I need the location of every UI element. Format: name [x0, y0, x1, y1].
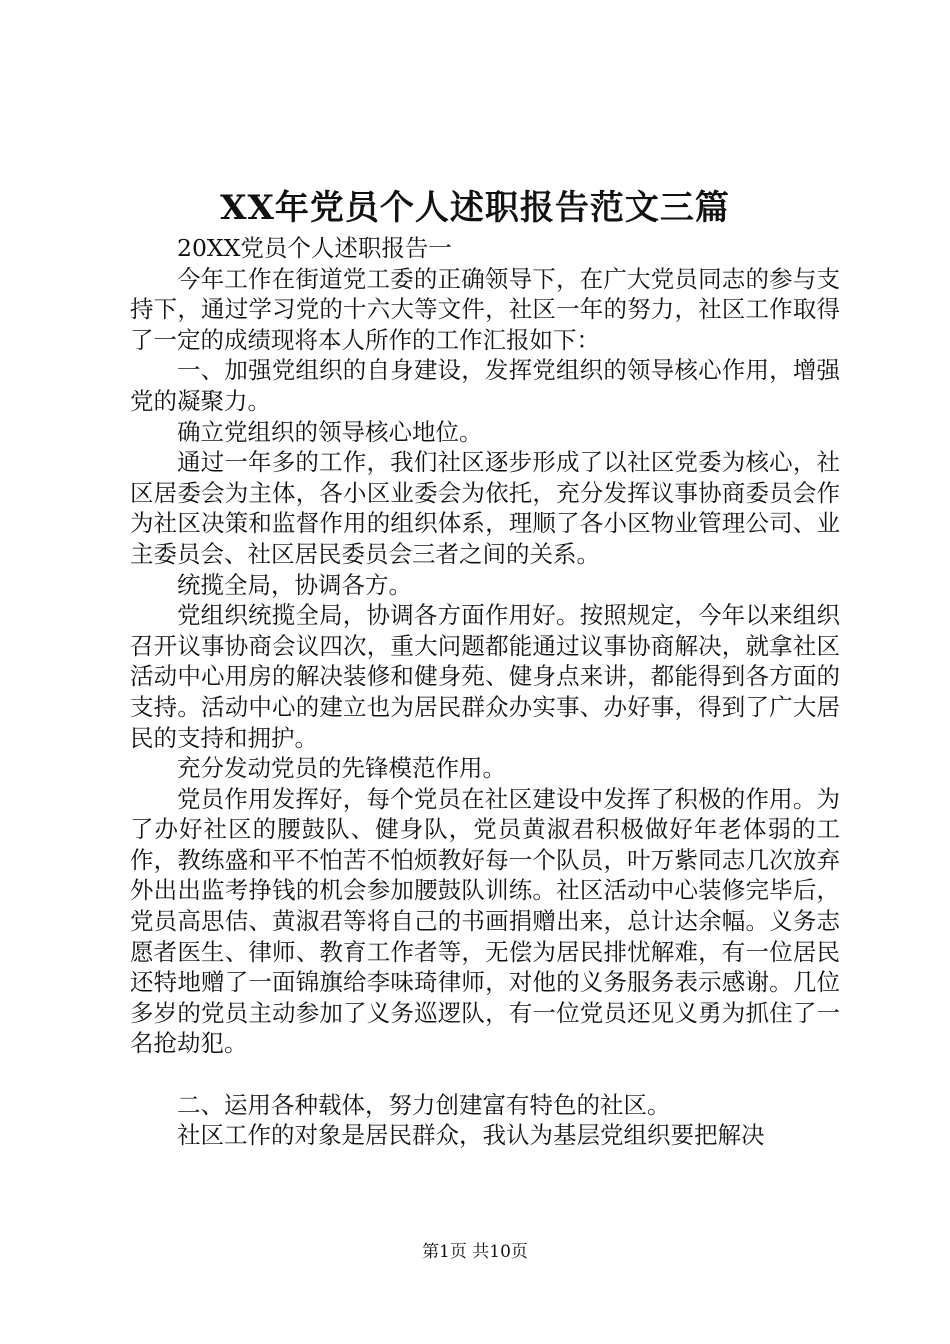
- paragraph: 充分发动党员的先锋模范作用。: [177, 754, 506, 783]
- section-heading: 一、加强党组织的自身建设，发挥党组织的领导核心作用，增强党的凝聚力。: [130, 356, 840, 415]
- section-heading: 二、运用各种载体，努力创建富有特色的社区。: [177, 1090, 671, 1119]
- paragraph: 党组织统揽全局，协调各方面作用好。按照规定，今年以来组织召开议事协商会议四次，重大问题都能通过议事协商解决，就拿社区活动中心用房的解决装修和健身苑、健身点来讲，都能得到各方面的支持。活动中心的建立也为居民群众办实事、办好事，得到了广大居民的支持和拥护。: [130, 601, 840, 752]
- paragraph: 党员作用发挥好，每个党员在社区建设中发挥了积极的作用。为了办好社区的腰鼓队、健身队，党员黄淑君积极做好年老体弱的工作，教练盛和平不怕苦不怕烦教好每一个队员，叶万紫同志几次放弃外出出监考挣钱的机会参加腰鼓队训练。社区活动中心装修完毕后，党员高思佶、黄淑君等将自己的书画捐赠出来，总计达余幅。义务志愿者医生、律师、教育工作者等，无偿为居民排忧解难，有一位居民还特地赠了一面锦旗给李味琦律师，对他的义务服务表示感谢。几位多岁的党员主动参加了义务巡逻队，有一位党员还见义勇为抓住了一名抢劫犯。: [130, 784, 840, 1058]
- paragraph: 统揽全局，协调各方。: [177, 570, 412, 599]
- page-footer: 第1页 共10页: [422, 1242, 528, 1262]
- document-body: [130, 233, 840, 1151]
- document-title: XX年党员个人述职报告范文三篇: [220, 188, 730, 228]
- paragraph: 今年工作在街道党工委的正确领导下，在广大党员同志的参与支持下，通过学习党的十六大等文件，社区一年的努力，社区工作取得了一定的成绩现将本人所作的工作汇报如下：: [130, 264, 840, 354]
- paragraph-heading: 20XX党员个人述职报告一: [177, 234, 452, 262]
- paragraph: 确立党组织的领导核心地位。: [177, 417, 483, 446]
- paragraph: 通过一年多的工作，我们社区逐步形成了以社区党委为核心，社区居委会为主体，各小区业委会为依托，充分发挥议事协商委员会作为社区决策和监督作用的组织体系，理顺了各小区物业管理公司、业主委员会、社区居民委员会三者之间的关系。: [130, 448, 840, 568]
- paragraph: 社区工作的对象是居民群众，我认为基层党组织要把解决: [177, 1121, 765, 1150]
